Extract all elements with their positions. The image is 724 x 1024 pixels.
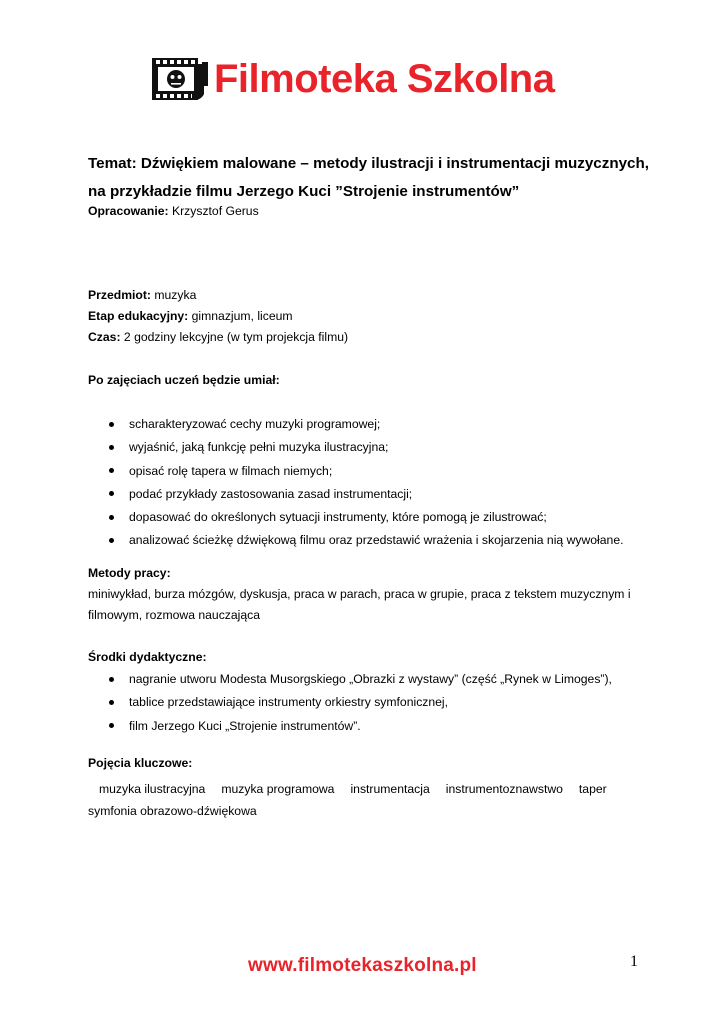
- goals-list: [88, 416, 624, 556]
- goal-item: wyjaśnić, jaką funkcję pełni muzyka ilustracyjna;: [88, 439, 624, 462]
- stage-value: gimnazjum, liceum: [188, 309, 293, 323]
- subject-value: muzyka: [150, 288, 197, 302]
- methods-line-1: miniwykład, burza mózgów, dyskusja, praca w parach, praca w grupie, praca z tekstem muzycznym i: [88, 587, 631, 601]
- logo-text: Filmoteka Szkolna: [214, 57, 555, 101]
- goal-item: podać przykłady zastosowania zasad instrumentacji;: [88, 486, 624, 509]
- time-value: 2 godziny lekcyjne (w tym projekcja filmu): [120, 330, 349, 344]
- author-value: Krzysztof Gerus: [168, 204, 259, 218]
- concept-item: symfonia obrazowo-dźwiękowa: [88, 804, 257, 818]
- author-label: Opracowanie:: [88, 204, 169, 218]
- resource-item: tablice przedstawiające instrumenty orkiestry symfonicznej,: [88, 694, 612, 717]
- concepts-list: [88, 778, 648, 822]
- goals-heading: Po zajęciach uczeń będzie umiał:: [88, 373, 280, 387]
- goal-item: analizować ścieżkę dźwiękową filmu oraz przedstawić wrażenia i skojarzenia nią wywołane.: [88, 532, 624, 555]
- resource-item: nagranie utworu Modesta Musorgskiego „Obrazki z wystawy” (część „Rynek w Limoges”),: [88, 671, 612, 694]
- title-line-1: Temat: Dźwiękiem malowane – metody ilustracji i instrumentacji muzycznych,: [88, 155, 649, 172]
- resources-heading: Środki dydaktyczne:: [88, 650, 207, 664]
- goal-item: dopasować do określonych sytuacji instrumenty, które pomogą je zilustrować;: [88, 509, 624, 532]
- concepts-heading: Pojęcia kluczowe:: [88, 756, 193, 770]
- footer-url: www.filmotekaszkolna.pl: [248, 955, 477, 976]
- subject-line: [88, 288, 196, 302]
- concept-item: instrumentacja: [350, 782, 430, 796]
- concept-item: muzyka ilustracyjna: [99, 782, 206, 796]
- stage-label: Etap edukacyjny:: [88, 309, 189, 323]
- page-number: 1: [630, 953, 638, 970]
- concept-item: muzyka programowa: [221, 782, 335, 796]
- time-line: [88, 330, 348, 344]
- resource-item: film Jerzego Kuci „Strojenie instrumentów”.: [88, 718, 612, 741]
- filmoteka-logo: [150, 52, 570, 106]
- film-reel-logo-icon: [150, 56, 212, 102]
- title-line-2: na przykładzie filmu Jerzego Kuci ”Strojenie instrumentów”: [88, 183, 520, 200]
- concept-item: instrumentoznawstwo: [445, 782, 563, 796]
- goal-item: scharakteryzować cechy muzyki programowej;: [88, 416, 624, 439]
- resources-list: [88, 671, 612, 741]
- concept-item: taper: [578, 782, 607, 796]
- stage-line: [88, 309, 293, 323]
- methods-heading: Metody pracy:: [88, 566, 171, 580]
- subject-label: Przedmiot:: [88, 288, 151, 302]
- page-title: [88, 150, 668, 206]
- goal-item: opisać rolę tapera w filmach niemych;: [88, 463, 624, 486]
- author-line: [88, 204, 259, 218]
- methods-line-2: filmowym, rozmowa nauczająca: [88, 608, 261, 622]
- time-label: Czas:: [88, 330, 121, 344]
